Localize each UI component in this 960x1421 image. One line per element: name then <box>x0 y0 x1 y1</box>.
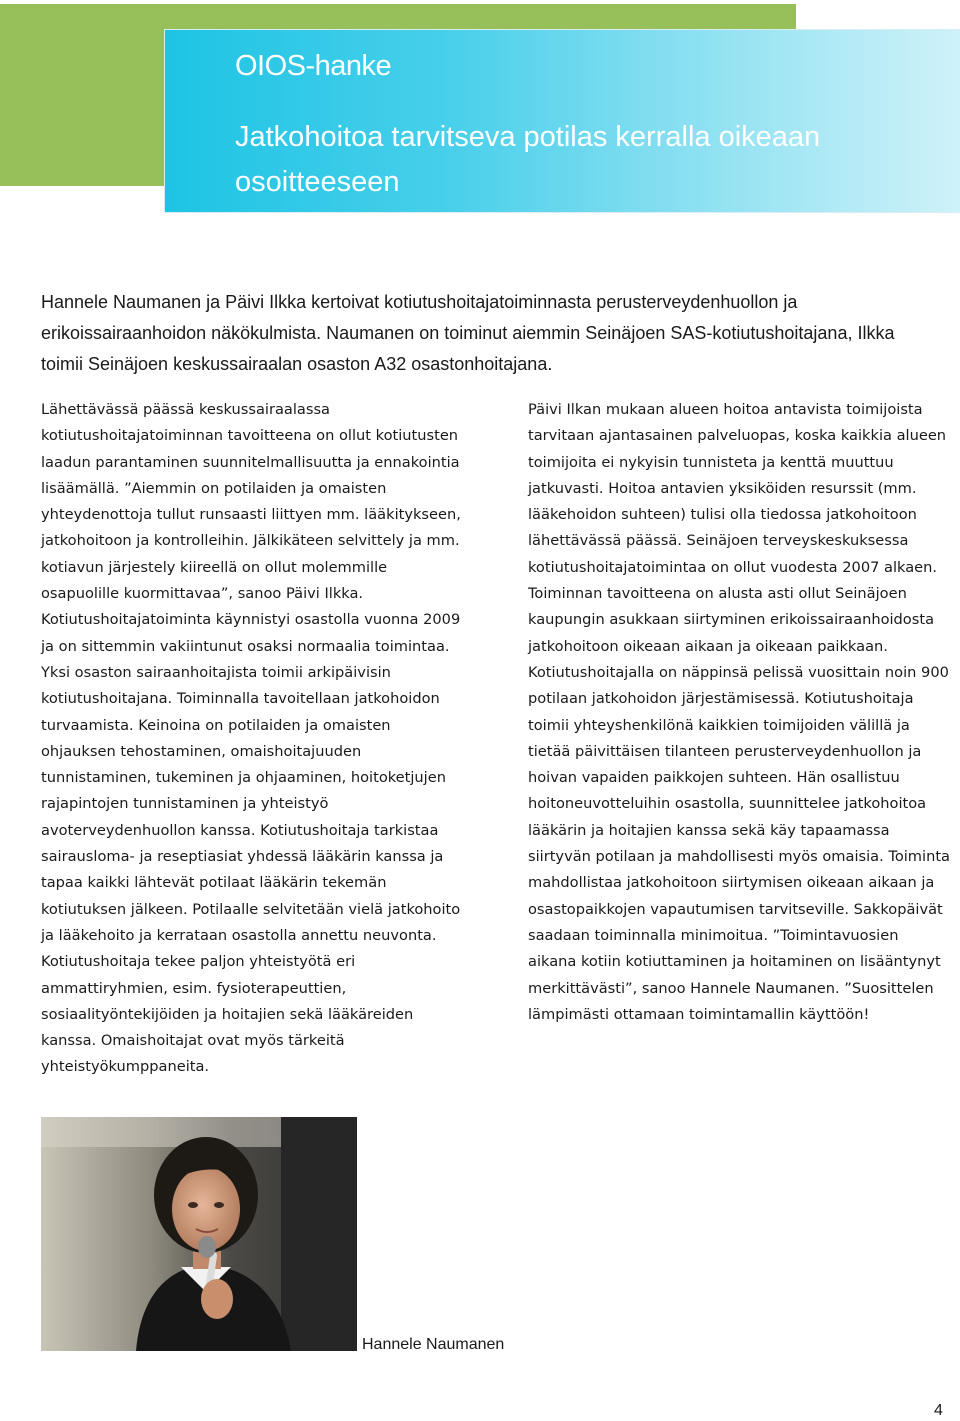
banner-subtitle: Jatkohoitoa tarvitseva potilas kerralla oikeaan osoitteeseen <box>235 121 821 198</box>
photo-caption: Hannele Naumanen <box>362 1336 505 1353</box>
header-banner <box>165 30 960 212</box>
intro-paragraph: Hannele Naumanen ja Päivi Ilkka kertoivat kotiutushoitajatoiminnasta perusterveydenhuollon ja erikoissairaanhoidon näkökulmista. Naumanen on toiminut aiemmin Seinäjoen SAS-kotiutushoitajana, Ilkka toimii Seinäjoen keskussairaalan osaston A32 osastonhoitajana. <box>41 292 895 374</box>
banner-title: OIOS-hanke <box>235 50 392 82</box>
speaker-photo-illustration <box>41 1117 357 1351</box>
speaker-photo <box>41 1117 357 1351</box>
right-column-text: Päivi Ilkan mukaan alueen hoitoa antavista toimijoista tarvitaan ajantasainen palveluopas, koska kaikkia alueen toimijoita ei nykyisin tunnisteta ja kenttä muuttuu jatkuvasti. Hoitoa antavien yksiköiden resurssit (mm. lääkehoidon suhteen) tulisi olla tiedossa jatkohoitoon lähettävässä päässä. Seinäjoen terveyskeskuksessa kotiutushoitajatoimintaa on ollut vuodesta 2007 alkaen. Toiminnan tavoitteena on alusta asti ollut Seinäjoen kaupungin asukkaan siirtyminen erikoissairaanhoidosta jatkohoitoon oikeaan aikaan ja oikeaan paikkaan. Kotiutushoitajalla on näppinsä pelissä vuosittain noin 900 potilaan jatkohoidon järjestämisessä. Kotiutushoitaja toimii yhteyshenkilönä kaikkien toimijoiden välillä ja tietää päivittäisen tilanteen perusterveydenhuollon ja hoivan vapaiden paikkojen suhteen. Hän osallistuu hoitoneuvotteluihin osastolla, suunnittelee jatkohoitoa lääkärin ja hoitajien kanssa sekä käy tapaamassa siirtyvän potilaan ja mahdollisesti myös omaisia. Toiminta mahdollistaa jatkohoitoon siirtymisen oikeaan aikaan ja osastopaikkojen vapautumisen tarvitseville. Sakkopäivät saadaan toiminnalla minimoitua. ”Toimintavuosien aikana kotiin kotiuttaminen ja hoitaminen on lisääntynyt merkittävästi”, sanoo Hannele Naumanen. ”Suosittelen lämpimästi ottamaan toimintamallin käyttöön! <box>528 401 950 1023</box>
page-number: 4 <box>934 1402 943 1419</box>
left-column-text: Lähettävässä päässä keskussairaalassa kotiutushoitajatoiminnan tavoitteena on ollut kotiutusten laadun parantaminen suunnitelmallisuutta ja ennakointia lisäämällä. ”Aiemmin on potilaiden ja omaisten yhteydenottoja tullut runsaasti liittyen mm. lääkitykseen, jatkohoitoon ja kontrolleihin. Jälkikäteen selvittely ja mm. kotiavun järjestely kiireellä on ollut molemmille osapuolille kuormittavaa”, sanoo Päivi Ilkka. Kotiutushoitajatoiminta käynnistyi osastolla vuonna 2009 ja on sittemmin vakiintunut osaksi normaalia toimintaa. Yksi osaston sairaanhoitajista toimii arkipäivisin kotiutushoitajana. Toiminnalla tavoitellaan jatkohoidon turvaamista. Keinoina on potilaiden ja omaisten ohjauksen tehostaminen, omaishoitajuuden tunnistaminen, tukeminen ja ohjaaminen, hoitoketjujen rajapintojen tunnistaminen ja yhteistyö avoterveydenhuollon kanssa. Kotiutushoitaja tarkistaa sairausloma- ja reseptiasiat yhdessä lääkärin kanssa ja tapaa kaikki lähtevät potilaat lääkärin tekemän kotiutuksen jälkeen. Potilaalle selvitetään vielä jatkohoito ja lääkehoito ja kerrataan osastolla annettu neuvonta. Kotiutushoitaja tekee paljon yhteistyötä eri ammattiryhmien, esim. fysioterapeuttien, sosiaalityöntekijöiden ja hoitajien sekä lääkäreiden kanssa. Omaishoitajat ovat myös tärkeitä yhteistyökumppaneita. <box>41 401 461 1076</box>
